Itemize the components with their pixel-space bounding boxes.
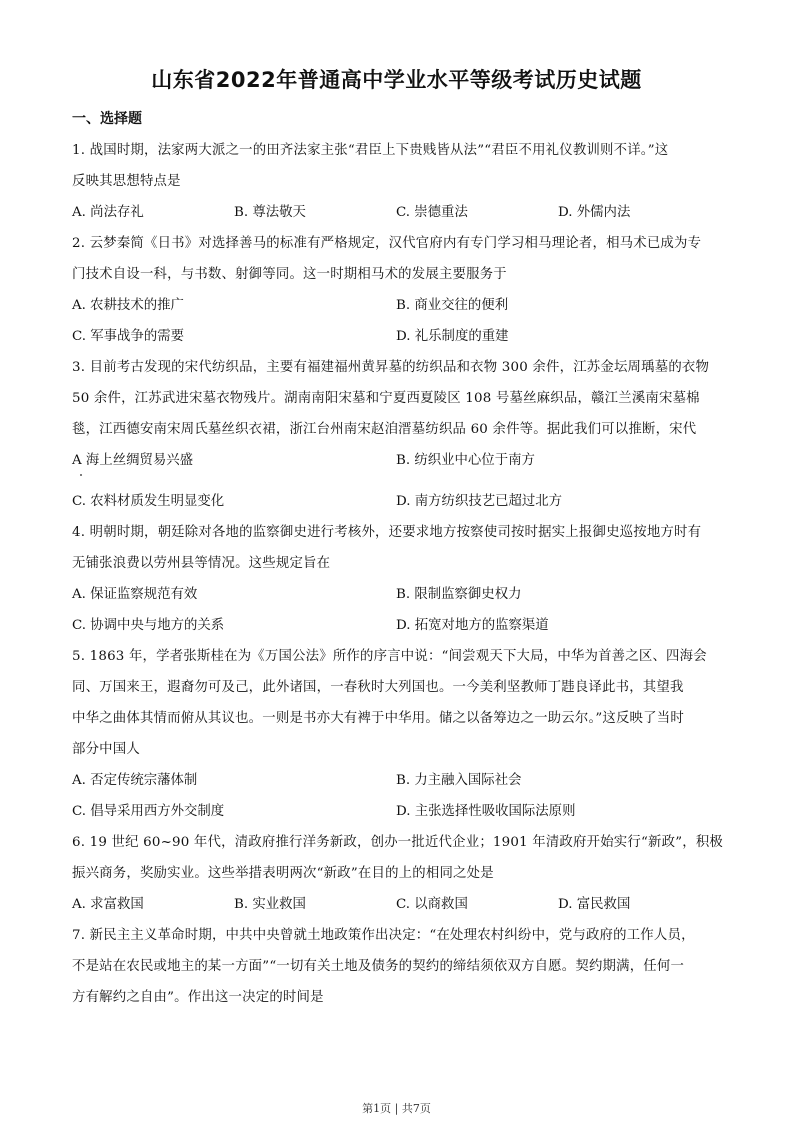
q5-option-c: C. 倡导采用西方外交制度: [72, 804, 225, 819]
question-5-line-4: 部分中国人: [72, 742, 140, 757]
q4-option-c: C. 协调中央与地方的关系: [72, 618, 225, 633]
q3-option-c: C. 农料材质发生明显变化: [72, 494, 225, 509]
question-5-line-2: 同、万国来王，遐裔勿可及己，此外诸国，一春秋时大列国也。一今美利坚教师丁韪良译此书，其望我: [72, 680, 684, 695]
q6-option-d: D. 富民救国: [558, 897, 631, 912]
q6-option-c: C. 以商救国: [396, 897, 468, 912]
question-7-line-2: 不是站在农民或地主的某一方面”“一切有关土地及债务的契约的缔结须依双方自愿。契约期满，任何一: [72, 959, 685, 974]
question-2-line-2: 门技术自设一科，与书数、射御等同。这一时期相马术的发展主要服务于: [72, 267, 507, 282]
question-3-line-1: 3. 目前考古发现的宋代纺织品，主要有福建福州黄昇墓的纺织品和衣物 300 余件，江苏金坛周瑀墓的衣物: [72, 360, 710, 375]
question-6-line-2: 振兴商务，奖励实业。这些举措表明两次“新政”在目的上的相同之处是: [72, 866, 494, 881]
q4-option-b: B. 限制监察御史权力: [396, 587, 522, 602]
stray-dot-mark: [80, 474, 82, 476]
q3-option-d: D. 南方纺织技艺已超过北方: [396, 494, 563, 509]
question-3-line-2: 50 余件，江苏武进宋墓衣物残片。湖南南阳宋墓和宁夏西夏陵区 108 号墓丝麻织品，赣江兰溪南宋墓棉: [72, 391, 700, 406]
question-1-line-1: 1. 战国时期，法家两大派之一的田齐法家主张“君臣上下贵贱皆从法”“君臣不用礼仪教训则不详。”这: [72, 143, 669, 158]
q2-option-b: B. 商业交往的便利: [396, 298, 509, 313]
question-7-line-1: 7. 新民主主义革命时期，中共中央曾就土地政策作出决定：“在处理农村纠纷中，党与政府的工作人员，: [72, 928, 695, 943]
q5-option-a: A. 否定传统宗藩体制: [72, 773, 198, 788]
question-4-line-2: 无铺张浪费以劳州县等情况。这些规定旨在: [72, 556, 331, 571]
question-2-line-1: 2. 云梦秦简《日书》对选择善马的标准有严格规定，汉代官府内有专门学习相马理论者，相马术已成为专: [72, 236, 702, 251]
q2-option-a: A. 农耕技术的推广: [72, 298, 184, 313]
question-6-line-1: 6. 19 世纪 60~90 年代，清政府推行洋务新政，创办一批近代企业；1901 年清政府开始实行“新政”，积极: [72, 835, 724, 850]
question-7-line-3: 方有解约之自由”。作出这一决定的时间是: [72, 990, 324, 1005]
question-3-line-3: 毯，江西德安南宋周氏墓丝织衣裙，浙江台州南宋赵洎溍墓纺织品 60 余件等。据此我们可以推断，宋代: [72, 422, 697, 437]
question-5-line-3: 中华之曲体其情而俯从其议也。一则是书亦大有裨于中华用。储之以备筹边之一助云尔。”这反映了当时: [72, 711, 684, 726]
question-1-line-2: 反映其思想特点是: [72, 174, 181, 189]
q1-option-c: C. 崇德重法: [396, 205, 468, 220]
q1-option-d: D. 外儒内法: [558, 205, 631, 220]
page-footer: 第1页 | 共7页: [362, 1102, 431, 1115]
page-title: 山东省2022年普通高中学业水平等级考试历史试题: [151, 68, 642, 92]
question-4-line-1: 4. 明朝时期，朝廷除对各地的监察御史进行考核外，还要求地方按察使司按时据实上报御史巡按地方时有: [72, 525, 702, 540]
q1-option-b: B. 尊法敬天: [234, 205, 306, 220]
q1-option-a: A. 尚法存礼: [72, 205, 144, 220]
q5-option-b: B. 力主融入国际社会: [396, 773, 522, 788]
q3-option-b: B. 纺织业中心位于南方: [396, 453, 535, 468]
q4-option-d: D. 拓宽对地方的监察渠道: [396, 618, 549, 633]
section-heading: 一、选择题: [72, 111, 142, 127]
question-5-line-1: 5. 1863 年，学者张斯桂在为《万国公法》所作的序言中说：“间尝观天下大局，中华为首善之区、四海会: [72, 649, 707, 664]
q6-option-a: A. 求富救国: [72, 897, 144, 912]
q4-option-a: A. 保证监察规范有效: [72, 587, 198, 602]
q5-option-d: D. 主张选择性吸收国际法原则: [396, 804, 576, 819]
q3-option-a: A 海上丝绸贸易兴盛: [72, 453, 194, 468]
q6-option-b: B. 实业救国: [234, 897, 306, 912]
q2-option-c: C. 军事战争的需要: [72, 329, 185, 344]
q2-option-d: D. 礼乐制度的重建: [396, 329, 509, 344]
